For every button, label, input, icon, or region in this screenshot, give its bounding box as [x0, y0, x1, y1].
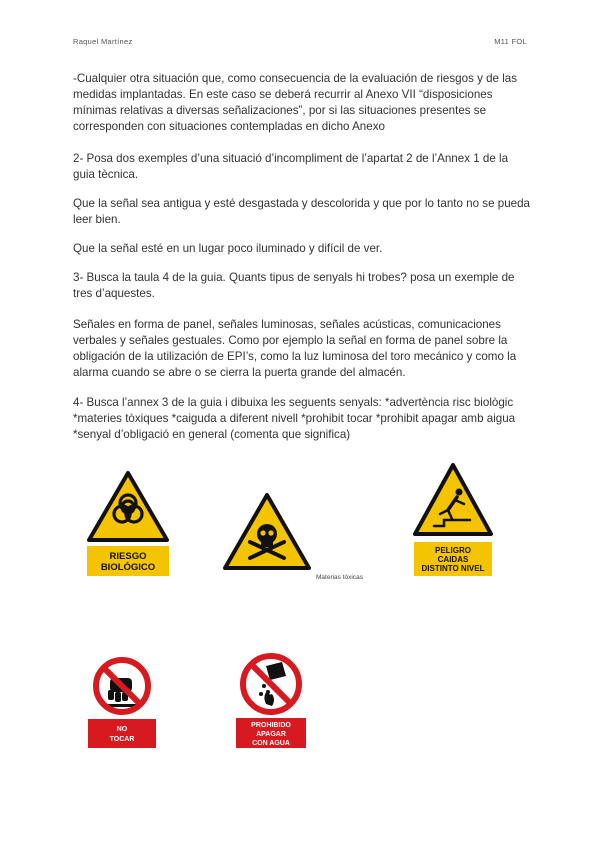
- paragraph: Que la señal sea antigua y esté desgastada y descolorida y que por lo tanto no se pueda leer bien.: [73, 197, 530, 226]
- sign-label-line3: DISTINTO NIVEL: [421, 564, 485, 573]
- paragraph-question-4: 4- Busca l’annex 3 de la guia i dibuixa les seguents senyals: *advertència risc biològic *materies tòxiques *caiguda a diferent nivell *prohibit tocar *prohibit apagar amb aigua *senyal d’obligació en general (comenta que significa): [73, 396, 516, 441]
- warning-triangle-icon: [415, 465, 491, 534]
- sign-label-panel: [88, 719, 156, 748]
- sign-label-line1: RIESGO: [109, 551, 147, 562]
- paragraph: -Cualquier otra situación que, como consecuencia de la evaluación de riesgos y de las medidas implantadas. En este caso se deberá recurrir al Anexo VII “disposiciones mínimas relativas a diversas señalizaciones”, por si las situaciones presentes se corresponden con situaciones contempladas en dicho Anexo: [73, 72, 518, 133]
- paragraph: Que la señal esté en un lugar poco iluminado y difícil de ver.: [73, 242, 383, 255]
- sign-label-line1: PELIGRO: [434, 546, 472, 555]
- paragraph-question-3: 3- Busca la taula 4 de la guia. Quants tipus de senyals hi trobes? posa un exemple de tres d’aquestes.: [73, 271, 515, 300]
- sign-label-line2: CAIDAS: [437, 555, 469, 564]
- header-course: M11 FOL: [494, 37, 527, 46]
- sign-label-line2: BIOLÓGICO: [100, 562, 156, 573]
- sign-label-line1: PROHIBIDO: [251, 722, 291, 729]
- sign-label-line2: TOCAR: [109, 736, 135, 743]
- paragraph-question-2: 2- Posa dos exemples d’una situació d’incompliment de l’apartat 2 de l’Annex 1 de la guia tècnica.: [73, 152, 509, 181]
- no-touch-sign: [88, 652, 156, 750]
- paragraph: Señales en forma de panel, señales luminosas, señales acústicas, comunicaciones verbales y señales gestuales. Como por ejemplo la señal en forma de panel sobre la obligación de la utilización de EPI’s, como la luz luminosa del toro mecánico y como la alarma cuando se abre o se cierra la puerta grande del almacén.: [73, 318, 517, 379]
- sign-label-line3: CON AGUA: [252, 740, 290, 747]
- header-author: Raquel Martínez: [73, 37, 133, 46]
- sign-label-line2: APAGAR: [256, 731, 286, 738]
- toxic-caption: Materias tóxicas: [316, 574, 363, 581]
- no-water-sign: [236, 648, 306, 748]
- biohazard-sign: [85, 470, 171, 580]
- sign-label-line1: NO: [116, 726, 128, 733]
- toxic-sign: [222, 492, 312, 572]
- fall-hazard-sign: [412, 462, 494, 578]
